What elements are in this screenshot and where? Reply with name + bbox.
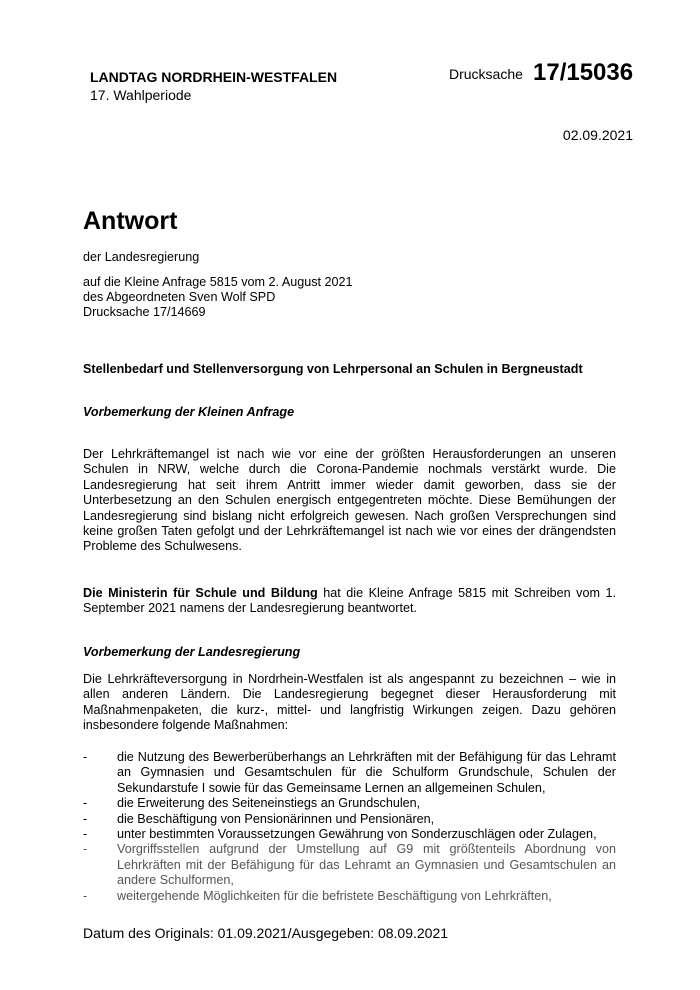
list-dash: - <box>83 750 88 764</box>
intro-line-2: auf die Kleine Anfrage 5815 vom 2. August 2021 <box>83 275 353 289</box>
document-title: Antwort <box>83 207 178 235</box>
list-dash: - <box>83 842 88 857</box>
drucksache-number: 17/15036 <box>533 59 634 86</box>
list-item: - Vorgriffsstellen aufgrund der Umstellung auf G9 mit größtenteils Abordnung von Lehrkräften mit der Befähigung für das Lehramt an Gymnasien und Gesamtschulen an andere Schulformen, <box>83 842 616 888</box>
legislative-period: 17. Wahlperiode <box>90 87 192 103</box>
intro-line-4: Drucksache 17/14669 <box>83 305 206 319</box>
ministerin-rest: hat die Kleine Anfrage 5815 mit Schreiben vom 1. September 2021 namens der Landesregierung beantwortet. <box>83 586 616 616</box>
ministerin-paragraph <box>83 586 616 617</box>
list-item: - die Erweiterung des Seiteneinstiegs an Grundschulen, <box>83 796 421 811</box>
list-item: - die Nutzung des Bewerberüberhangs an Lehrkräften mit der Befähigung für das Lehramt an Gymnasien und Gesamtschulen für die Schulform Grundschule, Schulen der Sekundarstufe I sowie für das Gemeinsame Lernen an allgemeinen Schulen, <box>83 750 616 795</box>
vorbemerkung-regierung-text: Die Lehrkräfteversorgung in Nordrhein-Westfalen ist als angespannt zu bezeichnen – wie in allen anderen Ländern. Die Landesregierung begegnet dieser Herausforderung mit Maßnahmenpaketen, die kurz-, mittel- und langfristig Wirkungen zeigen. Dazu gehören insbesondere folgende Maßnahmen: <box>83 672 616 733</box>
intro-line-1: der Landesregierung <box>83 250 200 264</box>
document-date: 02.09.2021 <box>562 127 633 143</box>
ministerin-bold: Die Ministerin für Schule und Bildung <box>83 586 318 600</box>
subject-heading: Stellenbedarf und Stellenversorgung von Lehrpersonal an Schulen in Bergneustadt <box>83 362 583 376</box>
list-item: - die Beschäftigung von Pensionärinnen und Pensionären, <box>83 811 435 826</box>
list-dash: - <box>83 796 88 811</box>
list-dash: - <box>83 888 88 903</box>
list-dash: - <box>83 827 88 842</box>
drucksache-label: Drucksache <box>449 66 523 82</box>
vorbemerkung-anfrage-text: Der Lehrkräftemangel ist nach wie vor eine der größten Herausforderungen an unseren Schulen in NRW, welche durch die Corona-Pandemie nochmals verstärkt wurde. Die Landesregierung hat seit ihrem Antritt immer wieder damit geworben, dass sie der Unterbesetzung an den Schulen energisch entgegentreten möchte. Diese Bemühungen der Landesregierung sind bislang nicht erfolgreich gewesen. Nach großen Versprechungen sind keine großen Taten gefolgt und der Lehrkräftemangel ist nach wie vor eines der drängendsten Probleme des Schulwesens. <box>83 447 616 554</box>
parliament-name: LANDTAG NORDRHEIN-WESTFALEN <box>90 69 338 85</box>
footer-dates: Datum des Originals: 01.09.2021/Ausgegeben: 08.09.2021 <box>83 925 449 941</box>
list-item: - unter bestimmten Voraussetzungen Gewährung von Sonderzuschlägen oder Zulagen, <box>83 827 597 842</box>
list-item: - weitergehende Möglichkeiten für die befristete Beschäftigung von Lehrkräften, <box>83 888 552 903</box>
vorbemerkung-anfrage-heading: Vorbemerkung der Kleinen Anfrage <box>83 405 295 419</box>
intro-line-3: des Abgeordneten Sven Wolf SPD <box>83 290 276 304</box>
measures-list <box>83 750 616 904</box>
list-dash: - <box>83 811 88 826</box>
vorbemerkung-regierung-heading: Vorbemerkung der Landesregierung <box>83 645 301 659</box>
